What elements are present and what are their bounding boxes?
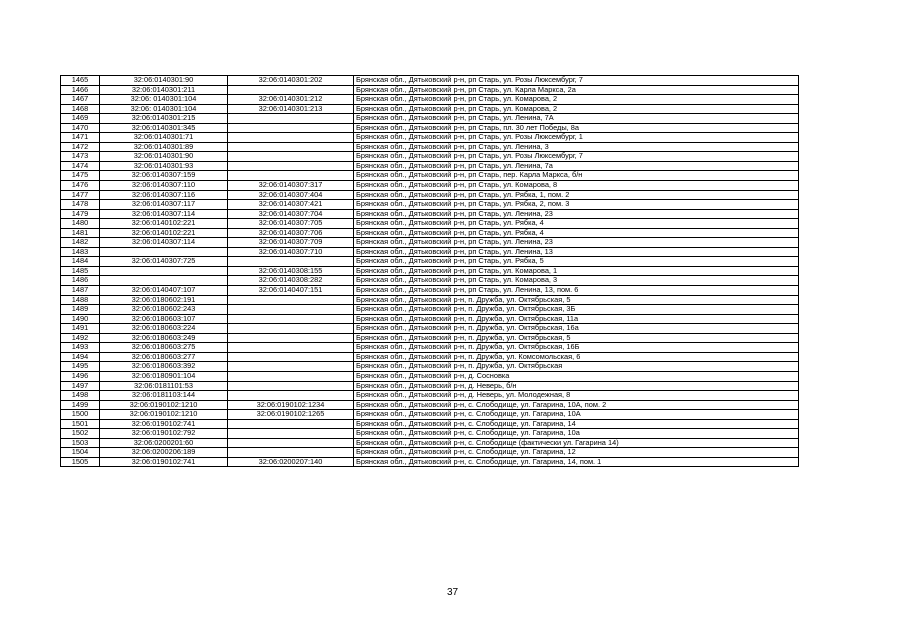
related-cadastral-number-cell	[228, 171, 354, 181]
related-cadastral-number-cell: 32:06:0140307:710	[228, 247, 354, 257]
address-cell: Брянская обл., Дятьковский р-н, п. Дружба, ул. Октябрьская, 16Б	[354, 343, 799, 353]
row-number-cell: 1467	[61, 95, 100, 105]
table-row	[61, 314, 799, 324]
cadastral-number-cell: 32:06:0140407:107	[100, 286, 228, 296]
cadastral-number-cell: 32:06:0180602:191	[100, 295, 228, 305]
table-row	[61, 391, 799, 401]
cadastral-number-cell: 32:06:0140307:159	[100, 171, 228, 181]
cadastral-number-cell: 32:06:0140102:221	[100, 219, 228, 229]
related-cadastral-number-cell: 32:06:0140307:421	[228, 200, 354, 210]
address-cell: Брянская обл., Дятьковский р-н, с. Слободище (фактически ул. Гагарина 14)	[354, 438, 799, 448]
related-cadastral-number-cell: 32:06:0140301:213	[228, 104, 354, 114]
table-row	[61, 104, 799, 114]
table-row	[61, 228, 799, 238]
cadastral-number-cell: 32:06:0140307:114	[100, 209, 228, 219]
cadastral-number-cell: 32:06:0200206:189	[100, 448, 228, 458]
cadastral-number-cell: 32:06:0140301:211	[100, 85, 228, 95]
related-cadastral-number-cell: 32:06:0200207:140	[228, 457, 354, 467]
cadastral-number-cell: 32:06:0180603:249	[100, 333, 228, 343]
cadastral-number-cell	[100, 247, 228, 257]
cadastral-number-cell: 32:06:0140301:90	[100, 152, 228, 162]
table-row	[61, 438, 799, 448]
address-cell: Брянская обл., Дятьковский р-н, рп Старь, ул. Ленина, 7А	[354, 114, 799, 124]
related-cadastral-number-cell: 32:06:0140308:155	[228, 266, 354, 276]
cadastral-number-cell: 32:06:0140301:345	[100, 123, 228, 133]
related-cadastral-number-cell	[228, 438, 354, 448]
row-number-cell: 1479	[61, 209, 100, 219]
table-row	[61, 95, 799, 105]
related-cadastral-number-cell: 32:06:0140308:282	[228, 276, 354, 286]
row-number-cell: 1495	[61, 362, 100, 372]
row-number-cell: 1485	[61, 266, 100, 276]
cadastral-number-cell: 32:06:0190102:741	[100, 419, 228, 429]
related-cadastral-number-cell	[228, 85, 354, 95]
related-cadastral-number-cell	[228, 448, 354, 458]
related-cadastral-number-cell	[228, 324, 354, 334]
row-number-cell: 1487	[61, 286, 100, 296]
row-number-cell: 1493	[61, 343, 100, 353]
row-number-cell: 1480	[61, 219, 100, 229]
row-number-cell: 1501	[61, 419, 100, 429]
related-cadastral-number-cell	[228, 362, 354, 372]
address-cell: Брянская обл., Дятьковский р-н, п. Дружба, ул. Октябрьская, 16а	[354, 324, 799, 334]
related-cadastral-number-cell: 32:06:0140307:704	[228, 209, 354, 219]
related-cadastral-number-cell: 32:06:0140301:202	[228, 76, 354, 86]
address-cell: Брянская обл., Дятьковский р-н, п. Дружба, ул. Октябрьская	[354, 362, 799, 372]
row-number-cell: 1489	[61, 305, 100, 315]
table-row	[61, 161, 799, 171]
cadastral-number-cell: 32:06:0181103:144	[100, 391, 228, 401]
cadastral-number-cell: 32:06:0140307:114	[100, 238, 228, 248]
cadastral-number-cell: 32:06:0140301:90	[100, 76, 228, 86]
row-number-cell: 1505	[61, 457, 100, 467]
address-cell: Брянская обл., Дятьковский р-н, рп Старь, ул. Рябка, 1, пом. 2	[354, 190, 799, 200]
row-number-cell: 1476	[61, 181, 100, 191]
row-number-cell: 1486	[61, 276, 100, 286]
table-body	[61, 76, 799, 467]
address-cell: Брянская обл., Дятьковский р-н, рп Старь, пл. 30 лет Победы, 8а	[354, 123, 799, 133]
address-cell: Брянская обл., Дятьковский р-н, рп Старь, ул. Ленина, 7а	[354, 161, 799, 171]
table-row	[61, 114, 799, 124]
address-cell: Брянская обл., Дятьковский р-н, рп Старь, ул. Рябка, 4	[354, 228, 799, 238]
row-number-cell: 1498	[61, 391, 100, 401]
related-cadastral-number-cell: 32:06:0190102:1234	[228, 400, 354, 410]
table-row	[61, 419, 799, 429]
related-cadastral-number-cell	[228, 314, 354, 324]
page-number: 37	[446, 587, 459, 598]
table-row	[61, 133, 799, 143]
address-cell: Брянская обл., Дятьковский р-н, рп Старь, ул. Комарова, 1	[354, 266, 799, 276]
row-number-cell: 1503	[61, 438, 100, 448]
address-cell: Брянская обл., Дятьковский р-н, п. Дружба, ул. Октябрьская, 3Б	[354, 305, 799, 315]
table-row	[61, 247, 799, 257]
table-row	[61, 219, 799, 229]
address-cell: Брянская обл., Дятьковский р-н, рп Старь, ул. Розы Люксембург, 1	[354, 133, 799, 143]
row-number-cell: 1472	[61, 142, 100, 152]
row-number-cell: 1492	[61, 333, 100, 343]
address-cell: Брянская обл., Дятьковский р-н, рп Старь, пер. Карла Маркса, б/н	[354, 171, 799, 181]
cadastral-number-cell: 32:06:0140301:215	[100, 114, 228, 124]
address-cell: Брянская обл., Дятьковский р-н, рп Старь, ул. Рябка, 2, пом. 3	[354, 200, 799, 210]
cadastral-number-cell: 32:06:0190102:792	[100, 429, 228, 439]
row-number-cell: 1483	[61, 247, 100, 257]
cadastral-number-cell: 32:06:0180602:243	[100, 305, 228, 315]
cadastral-number-cell	[100, 276, 228, 286]
cadastral-number-cell: 32:06:0140307:116	[100, 190, 228, 200]
table-row	[61, 457, 799, 467]
related-cadastral-number-cell: 32:06:0140307:706	[228, 228, 354, 238]
cadastral-table	[60, 75, 799, 467]
address-cell: Брянская обл., Дятьковский р-н, рп Старь, ул. Розы Люксембург, 7	[354, 76, 799, 86]
cadastral-number-cell: 32:06: 0140301:104	[100, 104, 228, 114]
address-cell: Брянская обл., Дятьковский р-н, с. Слободище, ул. Гагарина, 12	[354, 448, 799, 458]
table-row	[61, 171, 799, 181]
cadastral-number-cell: 32:06:0140301:89	[100, 142, 228, 152]
row-number-cell: 1470	[61, 123, 100, 133]
address-cell: Брянская обл., Дятьковский р-н, д. Сосновка	[354, 371, 799, 381]
row-number-cell: 1490	[61, 314, 100, 324]
row-number-cell: 1494	[61, 352, 100, 362]
address-cell: Брянская обл., Дятьковский р-н, рп Старь, ул. Комарова, 2	[354, 104, 799, 114]
address-cell: Брянская обл., Дятьковский р-н, с. Слободище, ул. Гагарина, 10а	[354, 429, 799, 439]
related-cadastral-number-cell: 32:06:0140307:709	[228, 238, 354, 248]
related-cadastral-number-cell: 32:06:0190102:1265	[228, 410, 354, 420]
related-cadastral-number-cell	[228, 123, 354, 133]
related-cadastral-number-cell: 32:06:0140307:317	[228, 181, 354, 191]
table-row	[61, 295, 799, 305]
related-cadastral-number-cell	[228, 114, 354, 124]
cadastral-number-cell: 32:06:0190102:1210	[100, 410, 228, 420]
table-row	[61, 324, 799, 334]
related-cadastral-number-cell: 32:06:0140407:151	[228, 286, 354, 296]
address-cell: Брянская обл., Дятьковский р-н, рп Старь, ул. Комарова, 3	[354, 276, 799, 286]
cadastral-number-cell: 32:06:0180901:104	[100, 371, 228, 381]
table-row	[61, 209, 799, 219]
cadastral-number-cell: 32:06:0140301:93	[100, 161, 228, 171]
cadastral-number-cell: 32:06:0200201:60	[100, 438, 228, 448]
table-row	[61, 286, 799, 296]
cadastral-number-cell: 32:06:0190102:741	[100, 457, 228, 467]
cadastral-number-cell: 32:06: 0140301:104	[100, 95, 228, 105]
row-number-cell: 1471	[61, 133, 100, 143]
address-cell: Брянская обл., Дятьковский р-н, рп Старь, ул. Ленина, 3	[354, 142, 799, 152]
address-cell: Брянская обл., Дятьковский р-н, п. Дружба, ул. Октябрьская, 11а	[354, 314, 799, 324]
table-row	[61, 276, 799, 286]
address-cell: Брянская обл., Дятьковский р-н, рп Старь, ул. Карла Маркса, 2а	[354, 85, 799, 95]
address-cell: Брянская обл., Дятьковский р-н, рп Старь, ул. Ленина, 13	[354, 247, 799, 257]
row-number-cell: 1500	[61, 410, 100, 420]
cadastral-number-cell: 32:06:0181101:53	[100, 381, 228, 391]
related-cadastral-number-cell	[228, 295, 354, 305]
cadastral-number-cell: 32:06:0190102:1210	[100, 400, 228, 410]
related-cadastral-number-cell	[228, 381, 354, 391]
related-cadastral-number-cell	[228, 419, 354, 429]
row-number-cell: 1504	[61, 448, 100, 458]
row-number-cell: 1482	[61, 238, 100, 248]
cadastral-number-cell: 32:06:0140301:71	[100, 133, 228, 143]
table-row	[61, 343, 799, 353]
related-cadastral-number-cell: 32:06:0140307:404	[228, 190, 354, 200]
cadastral-number-cell: 32:06:0140307:117	[100, 200, 228, 210]
cadastral-number-cell: 32:06:0180603:107	[100, 314, 228, 324]
table-row	[61, 123, 799, 133]
related-cadastral-number-cell	[228, 333, 354, 343]
table-row	[61, 400, 799, 410]
table-row	[61, 85, 799, 95]
row-number-cell: 1499	[61, 400, 100, 410]
related-cadastral-number-cell	[228, 161, 354, 171]
table-row	[61, 448, 799, 458]
row-number-cell: 1481	[61, 228, 100, 238]
address-cell: Брянская обл., Дятьковский р-н, рп Старь, ул. Рябка, 5	[354, 257, 799, 267]
related-cadastral-number-cell	[228, 343, 354, 353]
related-cadastral-number-cell: 32:06:0140307:705	[228, 219, 354, 229]
row-number-cell: 1465	[61, 76, 100, 86]
related-cadastral-number-cell	[228, 305, 354, 315]
table-row	[61, 200, 799, 210]
cadastral-number-cell: 32:06:0180603:392	[100, 362, 228, 372]
row-number-cell: 1496	[61, 371, 100, 381]
related-cadastral-number-cell	[228, 257, 354, 267]
cadastral-number-cell: 32:06:0180603:277	[100, 352, 228, 362]
table-row	[61, 305, 799, 315]
table-row	[61, 152, 799, 162]
table-row	[61, 257, 799, 267]
address-cell: Брянская обл., Дятьковский р-н, рп Старь, ул. Ленина, 23	[354, 209, 799, 219]
cadastral-number-cell: 32:06:0180603:275	[100, 343, 228, 353]
related-cadastral-number-cell	[228, 371, 354, 381]
row-number-cell: 1466	[61, 85, 100, 95]
address-cell: Брянская обл., Дятьковский р-н, с. Слободище, ул. Гагарина, 10А	[354, 410, 799, 420]
row-number-cell: 1474	[61, 161, 100, 171]
address-cell: Брянская обл., Дятьковский р-н, с. Слободище, ул. Гагарина, 14	[354, 419, 799, 429]
address-cell: Брянская обл., Дятьковский р-н, д. Неверь, ул. Молодежная, 8	[354, 391, 799, 401]
row-number-cell: 1473	[61, 152, 100, 162]
cadastral-number-cell: 32:06:0140102:221	[100, 228, 228, 238]
row-number-cell: 1477	[61, 190, 100, 200]
row-number-cell: 1478	[61, 200, 100, 210]
table-row	[61, 181, 799, 191]
related-cadastral-number-cell	[228, 391, 354, 401]
address-cell: Брянская обл., Дятьковский р-н, рп Старь, ул. Ленина, 23	[354, 238, 799, 248]
table-row	[61, 333, 799, 343]
cadastral-number-cell: 32:06:0140307:110	[100, 181, 228, 191]
related-cadastral-number-cell: 32:06:0140301:212	[228, 95, 354, 105]
table-row	[61, 381, 799, 391]
address-cell: Брянская обл., Дятьковский р-н, п. Дружба, ул. Октябрьская, 5	[354, 333, 799, 343]
related-cadastral-number-cell	[228, 429, 354, 439]
row-number-cell: 1484	[61, 257, 100, 267]
address-cell: Брянская обл., Дятьковский р-н, рп Старь, ул. Комарова, 2	[354, 95, 799, 105]
table-row	[61, 266, 799, 276]
address-cell: Брянская обл., Дятьковский р-н, п. Дружба, ул. Октябрьская, 5	[354, 295, 799, 305]
table-row	[61, 352, 799, 362]
row-number-cell: 1468	[61, 104, 100, 114]
related-cadastral-number-cell	[228, 352, 354, 362]
related-cadastral-number-cell	[228, 152, 354, 162]
table-row	[61, 238, 799, 248]
row-number-cell: 1491	[61, 324, 100, 334]
address-cell: Брянская обл., Дятьковский р-н, рп Старь, ул. Розы Люксембург, 7	[354, 152, 799, 162]
row-number-cell: 1502	[61, 429, 100, 439]
table-row	[61, 371, 799, 381]
address-cell: Брянская обл., Дятьковский р-н, рп Старь, ул. Комарова, 8	[354, 181, 799, 191]
row-number-cell: 1469	[61, 114, 100, 124]
cadastral-number-cell: 32:06:0140307:725	[100, 257, 228, 267]
table-row	[61, 190, 799, 200]
table-row	[61, 76, 799, 86]
table-row	[61, 142, 799, 152]
cadastral-number-cell	[100, 266, 228, 276]
table-row	[61, 410, 799, 420]
related-cadastral-number-cell	[228, 133, 354, 143]
row-number-cell: 1475	[61, 171, 100, 181]
row-number-cell: 1488	[61, 295, 100, 305]
address-cell: Брянская обл., Дятьковский р-н, рп Старь, ул. Рябка, 4	[354, 219, 799, 229]
row-number-cell: 1497	[61, 381, 100, 391]
address-cell: Брянская обл., Дятьковский р-н, с. Слободище, ул. Гагарина, 10А, пом. 2	[354, 400, 799, 410]
address-cell: Брянская обл., Дятьковский р-н, п. Дружба, ул. Комсомольская, 6	[354, 352, 799, 362]
table-row	[61, 429, 799, 439]
address-cell: Брянская обл., Дятьковский р-н, с. Слободище, ул. Гагарина, 14, пом. 1	[354, 457, 799, 467]
related-cadastral-number-cell	[228, 142, 354, 152]
table-row	[61, 362, 799, 372]
address-cell: Брянская обл., Дятьковский р-н, рп Старь, ул. Ленина, 13, пом. 6	[354, 286, 799, 296]
cadastral-number-cell: 32:06:0180603:224	[100, 324, 228, 334]
address-cell: Брянская обл., Дятьковский р-н, д. Неверь, б/н	[354, 381, 799, 391]
